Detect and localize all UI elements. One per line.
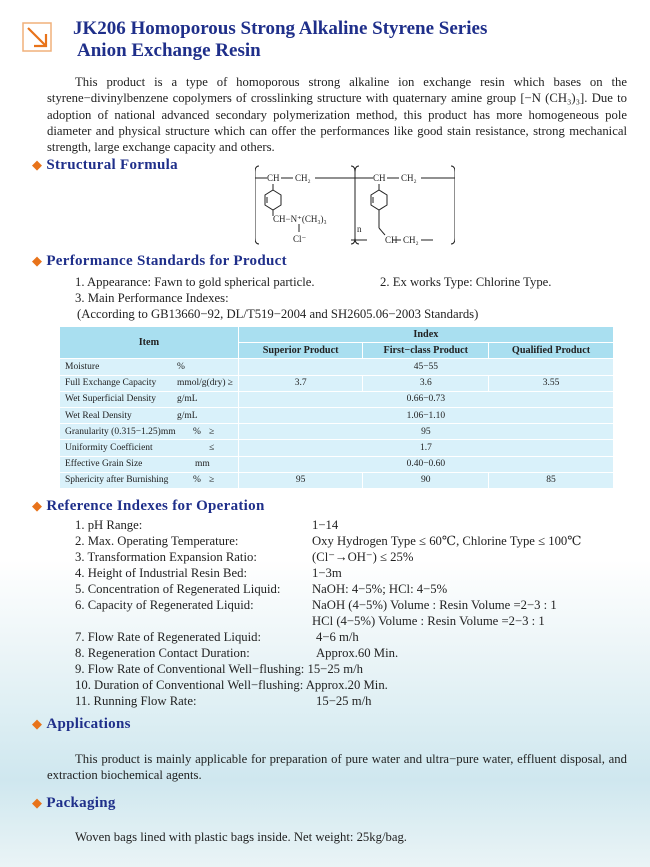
operation-item: 3. Transformation Expansion Ratio: (Cl⁻→OH⁻) ≤ 25% <box>75 550 414 564</box>
formula-ch2-right: CH₂ <box>401 173 417 183</box>
formula-ch-right: CH <box>373 173 386 183</box>
operation-item: 9. Flow Rate of Conventional Well−flushing: 15−25 m/h <box>75 662 363 676</box>
table-row-label: Sphericity after Burnishing % ≥ <box>60 472 239 488</box>
formula-chloride: Cl⁻ <box>293 234 307 244</box>
table-header-first-class: First−class Product <box>363 343 489 359</box>
table-cell: 1.7 <box>238 440 613 456</box>
operation-item: 5. Concentration of Regenerated Liquid: NaOH: 4−5%; HCl: 4−5% <box>75 582 448 596</box>
table-cell: 85 <box>489 472 614 488</box>
operation-item: 2. Max. Operating Temperature: Oxy Hydrogen Type ≤ 60℃, Chlorine Type ≤ 100℃ <box>75 534 582 548</box>
table-row-label: Wet Real Density g/mL <box>60 407 239 423</box>
diamond-bullet-icon: ◆ <box>32 716 43 731</box>
performance-item-1: 1. Appearance: Fawn to gold spherical particle. <box>75 275 315 289</box>
table-row <box>60 407 614 423</box>
table-cell: 0.66−0.73 <box>238 391 613 407</box>
operation-item: 8. Regeneration Contact Duration: Approx.60 Min. <box>75 646 399 660</box>
performance-standards-note: (According to GB13660−92, DL/T519−2004 and SH2605.06−2003 Standards) <box>77 307 479 321</box>
operation-item: 4. Height of Industrial Resin Bed: 1−3m <box>75 566 342 580</box>
operation-item: 10. Duration of Conventional Well−flushing: Approx.20 Min. <box>75 678 388 692</box>
table-row <box>60 375 614 391</box>
table-row-label: Moisture % <box>60 359 239 375</box>
section-packaging: ◆ Packaging <box>32 795 116 811</box>
arrow-down-right-icon <box>22 22 52 52</box>
table-row-label: Wet Superficial Density g/mL <box>60 391 239 407</box>
formula-ch2-lower: CH₂ <box>403 235 419 245</box>
table-row <box>60 440 614 456</box>
table-header-qualified: Qualified Product <box>489 343 614 359</box>
performance-table <box>59 326 614 489</box>
formula-ch-lower: CH <box>385 235 398 245</box>
table-cell: 95 <box>238 424 613 440</box>
formula-n: n <box>357 224 362 234</box>
operation-item: 6. Capacity of Regenerated Liquid: NaOH (4−5%) Volume : Resin Volume =2−3 : 1 <box>75 598 557 612</box>
title-line-2: Anion Exchange Resin <box>77 40 261 61</box>
document-page: JK206 Homoporous Strong Alkaline Styrene Series Anion Exchange Resin This product is a type of homoporous strong alkaline ion exchange resin which bases on the styrene−divinylbenzene copolymers of crosslinking structure with quaternary amine group [−N (CH₃)₃]. Due to adoption of national advanced secondary polymerization method, this product has more homogeneous pole diameter and physical structure which can offer the performances like good stain resistance, strong mechanical strength, large exchange capacity and others. ◆ Structural Formula CH CH₂ CH CH₂ CH−N⁺(CH₃)₃ Cl⁻ n CH CH₂ ◆ Performance Standards for Product 1. Appearance: Fawn to gold spherical particle. 2. Ex works Type: Chlorine Type. 3. Main Performance Indexes: (According to GB13660−92, DL/T519−2004 and SH2605.06−2003 Standards) Item Index Superior Product First−class Product Qualified Product Moisture % 45−55 Full Exchange Capacity mmol/g(dry) ≥ 3.7 3.6 3.55 Wet Superficial Density g/mL 0.66−0.73 Wet Real Density g/mL 1.06−1.10 Granularity (0.315−1.25)mm % ≥ 95 Uniformity Coefficient ≤ 1.7 Effective Grain Size mm 0.40−0.60 Sphericity after Burnishing % ≥ 95 90 85 ◆ Reference Indexes for Operation 1. pH Range: 1−14 2. Max. Operating Temperature: Oxy Hydrogen Type ≤ 60℃, Chlorine Type ≤ 100℃ 3. Transformation Expansion Ratio: (Cl⁻→OH⁻) ≤ 25% 4. Height of Industrial Resin Bed: 1−3m 5. Concentration of Regenerated Liquid: NaOH: 4−5%; HCl: 4−5% 6. Capacity of Regenerated Liquid: NaOH (4−5%) Volume : Resin Volume =2−3 : 1 HCl (4−5%) Volume : Resin Volume =2−3 : 1 7. Flow Rate of Regenerated Liquid: 4−6 m/h 8. Regeneration Contact Duration: Approx.60 Min. 9. Flow Rate of Conventional Well−flushing: 15−25 m/h 10. Duration of Conventional Well−flushing: Approx.20 Min. 11. Running Flow Rate: 15−25 m/h ◆ Applications This product is mainly applicable for preparation of pure water and ultra−pure water, effluent disposal, and extraction biochemical agents. ◆ Packaging Woven bags lined with plastic bags inside. Net weight: 25kg/bag. <box>0 0 650 867</box>
table-row <box>60 456 614 472</box>
table-row <box>60 391 614 407</box>
packaging-text: Woven bags lined with plastic bags inside. Net weight: 25kg/bag. <box>75 830 407 844</box>
table-row-label: Uniformity Coefficient ≤ <box>60 440 239 456</box>
applications-paragraph: This product is mainly applicable for preparation of pure water and ultra−pure water, effluent disposal, and extraction biochemical agents. <box>47 752 627 783</box>
table-cell: 90 <box>363 472 489 488</box>
page-title <box>73 18 487 62</box>
diamond-bullet-icon: ◆ <box>32 253 43 268</box>
table-row <box>60 424 614 440</box>
section-performance-standards: ◆ Performance Standards for Product <box>32 253 287 269</box>
section-reference-indexes: ◆ Reference Indexes for Operation <box>32 498 265 514</box>
table-row <box>60 359 614 375</box>
table-cell: 3.7 <box>238 375 363 391</box>
performance-item-2: 2. Ex works Type: Chlorine Type. <box>380 275 552 289</box>
diamond-bullet-icon: ◆ <box>32 498 43 513</box>
section-applications: ◆ Applications <box>32 716 131 732</box>
operation-item: 7. Flow Rate of Regenerated Liquid: 4−6 m/h <box>75 630 359 644</box>
table-row-label: Granularity (0.315−1.25)mm % ≥ <box>60 424 239 440</box>
table-header-superior: Superior Product <box>238 343 363 359</box>
table-cell: 3.6 <box>363 375 489 391</box>
formula-ch2-left: CH₂ <box>295 173 311 183</box>
table-row <box>60 472 614 488</box>
table-header-item: Item <box>60 327 239 359</box>
table-row-label: Full Exchange Capacity mmol/g(dry) ≥ <box>60 375 239 391</box>
title-line-1: JK206 Homoporous Strong Alkaline Styrene Series <box>73 18 488 39</box>
section-structural-formula: ◆ Structural Formula <box>32 157 178 173</box>
table-cell: 0.40−0.60 <box>238 456 613 472</box>
table-cell: 45−55 <box>238 359 613 375</box>
table-header-index: Index <box>238 327 613 343</box>
table-cell: 1.06−1.10 <box>238 407 613 423</box>
intro-paragraph: This product is a type of homoporous strong alkaline ion exchange resin which bases on the styrene−divinylbenzene copolymers of crosslinking structure with quaternary amine group [−N (CH₃)₃]. Due to adoption of national advanced secondary polymerization method, this product has more homogeneous pole diameter and physical structure which can offer the performances like good stain resistance, strong mechanical strength, large exchange capacity and others. <box>47 75 627 155</box>
table-cell: 95 <box>238 472 363 488</box>
table-row-label: Effective Grain Size mm <box>60 456 239 472</box>
performance-item-3: 3. Main Performance Indexes: <box>75 291 229 305</box>
operation-item: 11. Running Flow Rate: 15−25 m/h <box>75 694 372 708</box>
diamond-bullet-icon: ◆ <box>32 157 43 172</box>
structural-formula-diagram <box>255 160 455 250</box>
formula-amine: CH−N⁺(CH₃)₃ <box>273 214 327 224</box>
operation-item: 1. pH Range: 1−14 <box>75 518 339 532</box>
table-cell: 3.55 <box>489 375 614 391</box>
formula-ch-left: CH <box>267 173 280 183</box>
diamond-bullet-icon: ◆ <box>32 795 43 810</box>
